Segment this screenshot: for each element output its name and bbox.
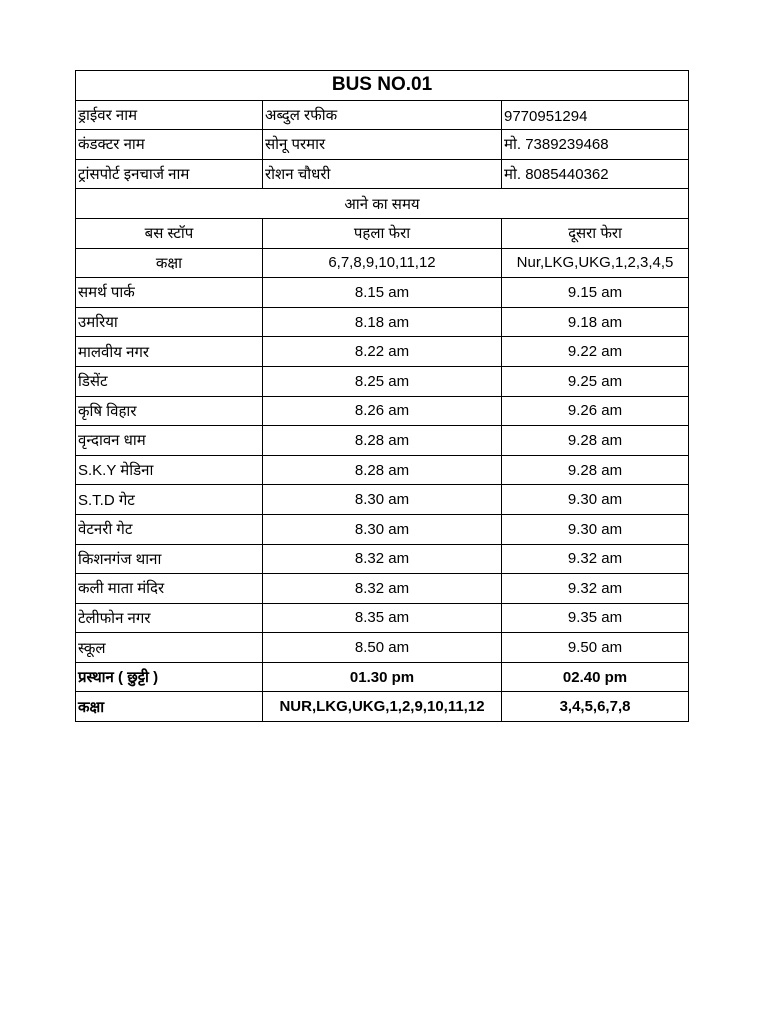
incharge-label: ट्रांसपोर्ट इनचार्ज नाम bbox=[76, 159, 263, 189]
second-trip-time: 9.32 am bbox=[502, 544, 689, 574]
driver-label: ड्राईवर नाम bbox=[76, 100, 263, 130]
second-trip-time: 9.35 am bbox=[502, 603, 689, 633]
first-trip-time: 8.35 am bbox=[263, 603, 502, 633]
table-row bbox=[76, 455, 689, 485]
bus-schedule-table bbox=[75, 70, 689, 722]
departure-class-label: कक्षा bbox=[76, 692, 263, 722]
class-label: कक्षा bbox=[76, 248, 263, 278]
title-row bbox=[76, 71, 689, 101]
stop-name: समर्थ पार्क bbox=[76, 278, 263, 308]
staff-row-incharge bbox=[76, 159, 689, 189]
second-trip-time: 9.30 am bbox=[502, 514, 689, 544]
conductor-phone: मो. 7389239468 bbox=[502, 130, 689, 160]
stop-name: मालवीय नगर bbox=[76, 337, 263, 367]
column-header-second-trip: दूसरा फेरा bbox=[502, 218, 689, 248]
first-trip-time: 8.30 am bbox=[263, 514, 502, 544]
second-trip-time: 9.25 am bbox=[502, 366, 689, 396]
first-trip-time: 8.18 am bbox=[263, 307, 502, 337]
departure-class-second-trip: 3,4,5,6,7,8 bbox=[502, 692, 689, 722]
stop-name: उमरिया bbox=[76, 307, 263, 337]
stop-name: स्कूल bbox=[76, 633, 263, 663]
table-row bbox=[76, 633, 689, 663]
arrival-heading: आने का समय bbox=[76, 189, 689, 219]
first-trip-time: 8.26 am bbox=[263, 396, 502, 426]
table-row bbox=[76, 514, 689, 544]
second-trip-time: 9.28 am bbox=[502, 426, 689, 456]
first-trip-time: 8.28 am bbox=[263, 455, 502, 485]
column-header-row bbox=[76, 218, 689, 248]
second-trip-time: 9.26 am bbox=[502, 396, 689, 426]
second-trip-time: 9.22 am bbox=[502, 337, 689, 367]
first-trip-time: 8.22 am bbox=[263, 337, 502, 367]
stop-name: S.K.Y मेडिना bbox=[76, 455, 263, 485]
class-row bbox=[76, 248, 689, 278]
conductor-label: कंडक्टर नाम bbox=[76, 130, 263, 160]
departure-class-row bbox=[76, 692, 689, 722]
departure-label: प्रस्थान ( छुट्टी ) bbox=[76, 662, 263, 692]
stop-name: वृन्दावन धाम bbox=[76, 426, 263, 456]
driver-phone: 9770951294 bbox=[502, 100, 689, 130]
stop-name: टेलीफोन नगर bbox=[76, 603, 263, 633]
stop-name: S.T.D गेट bbox=[76, 485, 263, 515]
stop-name: कृषि विहार bbox=[76, 396, 263, 426]
second-trip-time: 9.28 am bbox=[502, 455, 689, 485]
table-row bbox=[76, 366, 689, 396]
departure-second-trip: 02.40 pm bbox=[502, 662, 689, 692]
second-trip-time: 9.15 am bbox=[502, 278, 689, 308]
table-row bbox=[76, 278, 689, 308]
first-trip-time: 8.32 am bbox=[263, 574, 502, 604]
second-trip-time: 9.50 am bbox=[502, 633, 689, 663]
stop-name: कली माता मंदिर bbox=[76, 574, 263, 604]
first-trip-time: 8.25 am bbox=[263, 366, 502, 396]
stop-name: वेटनरी गेट bbox=[76, 514, 263, 544]
table-row bbox=[76, 396, 689, 426]
first-trip-time: 8.28 am bbox=[263, 426, 502, 456]
staff-row-driver bbox=[76, 100, 689, 130]
class-second-trip: Nur,LKG,UKG,1,2,3,4,5 bbox=[502, 248, 689, 278]
table-row bbox=[76, 485, 689, 515]
conductor-name: सोनू परमार bbox=[263, 130, 502, 160]
first-trip-time: 8.32 am bbox=[263, 544, 502, 574]
first-trip-time: 8.50 am bbox=[263, 633, 502, 663]
bus-title: BUS NO.01 bbox=[76, 71, 689, 101]
first-trip-time: 8.30 am bbox=[263, 485, 502, 515]
stop-name: किशनगंज थाना bbox=[76, 544, 263, 574]
column-header-stop: बस स्टॉप bbox=[76, 218, 263, 248]
column-header-first-trip: पहला फेरा bbox=[263, 218, 502, 248]
departure-class-first-trip: NUR,LKG,UKG,1,2,9,10,11,12 bbox=[263, 692, 502, 722]
stop-name: डिसेंट bbox=[76, 366, 263, 396]
incharge-name: रोशन चौधरी bbox=[263, 159, 502, 189]
table-row bbox=[76, 574, 689, 604]
table-row bbox=[76, 307, 689, 337]
driver-name: अब्दुल रफीक bbox=[263, 100, 502, 130]
departure-first-trip: 01.30 pm bbox=[263, 662, 502, 692]
table-row bbox=[76, 603, 689, 633]
incharge-phone: मो. 8085440362 bbox=[502, 159, 689, 189]
arrival-heading-row bbox=[76, 189, 689, 219]
table-row bbox=[76, 337, 689, 367]
table-row bbox=[76, 544, 689, 574]
second-trip-time: 9.30 am bbox=[502, 485, 689, 515]
staff-row-conductor bbox=[76, 130, 689, 160]
second-trip-time: 9.18 am bbox=[502, 307, 689, 337]
class-first-trip: 6,7,8,9,10,11,12 bbox=[263, 248, 502, 278]
first-trip-time: 8.15 am bbox=[263, 278, 502, 308]
table-row bbox=[76, 426, 689, 456]
second-trip-time: 9.32 am bbox=[502, 574, 689, 604]
departure-row bbox=[76, 662, 689, 692]
